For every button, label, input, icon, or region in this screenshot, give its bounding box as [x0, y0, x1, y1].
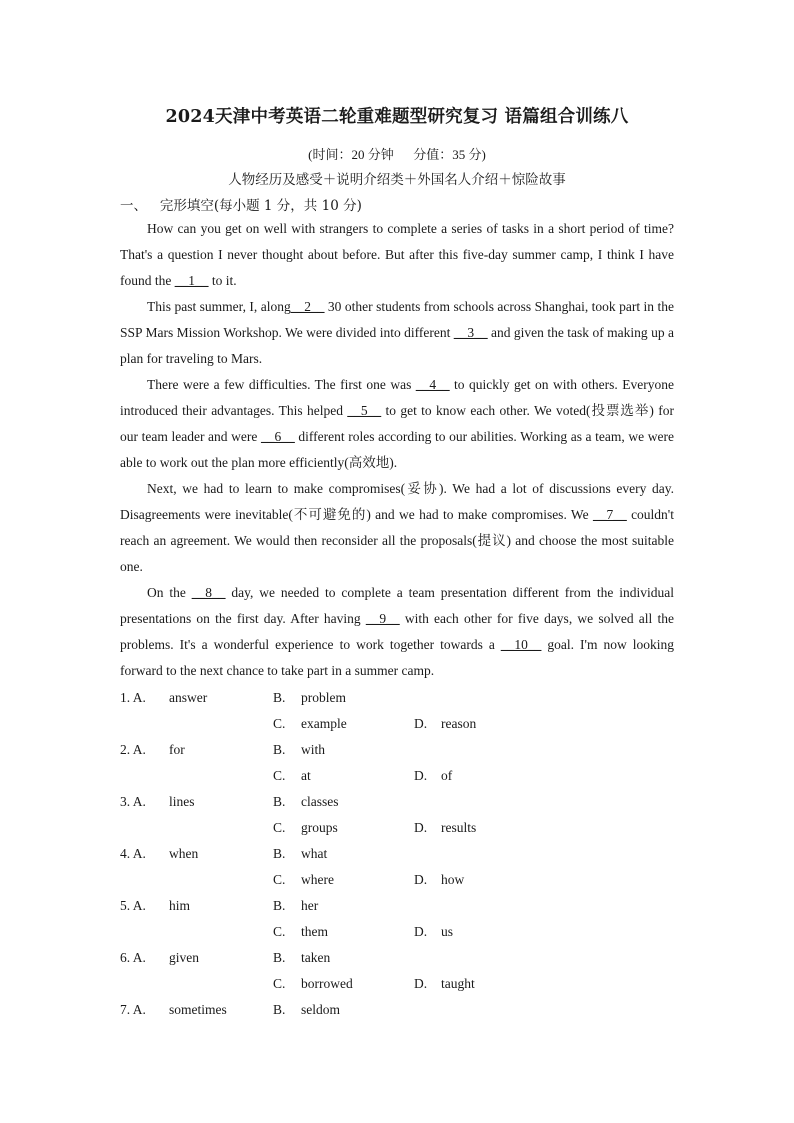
paragraph-2	[120, 294, 674, 372]
question-4-option-a: when	[169, 846, 199, 861]
passage-text: with each other for five days, we solved all the problems. It's a wonderful experience to work together towards a	[120, 611, 674, 652]
option-d-label: D.	[414, 976, 428, 991]
question-4-option-d: how	[441, 872, 465, 887]
option-b-label: B.	[273, 950, 286, 965]
question-6-option-a: given	[169, 950, 199, 965]
question-3-number: 3. A.	[120, 794, 146, 809]
question-2-row-2	[120, 763, 680, 789]
question-3-option-d: results	[441, 820, 477, 835]
section-heading: 一、 完形填空(每小题 1 分，共 10 分)	[120, 198, 362, 214]
answer-options	[120, 685, 680, 1023]
question-1-option-b: problem	[301, 690, 346, 705]
passage-text: 30 other students from schools across Shanghai, took part in the SSP Mars Mission Workshop. We were divided into different	[120, 299, 674, 340]
question-1-option-d: reason	[441, 716, 477, 731]
passage-text: Next, we had to learn to make compromises(妥协). We had a lot of discussions every day. Disagreements were inevitable(不可避免的) and we had to make compromises. We	[120, 481, 674, 522]
blank-5: __5__	[347, 403, 382, 418]
blank-10: __10__	[500, 637, 542, 652]
question-1-row-1	[120, 685, 680, 711]
question-5-option-c: them	[301, 924, 328, 939]
option-b-label: B.	[273, 898, 286, 913]
question-3-row-1	[120, 789, 680, 815]
question-5-row-2	[120, 919, 680, 945]
question-6-option-b: taken	[301, 950, 331, 965]
question-3-option-b: classes	[301, 794, 339, 809]
question-3-option-a: lines	[169, 794, 195, 809]
passage-text: different roles according to our abilities. Working as a team, we were able to work out the plan more efficiently(高效地).	[120, 429, 674, 470]
option-b-label: B.	[273, 1002, 286, 1017]
passage-text: to quickly get on with others. Everyone introduced their advantages. This helped	[120, 377, 674, 418]
question-3-row-2	[120, 815, 680, 841]
document-title: 2024天津中考英语二轮重难题型研究复习 语篇组合训练八	[165, 107, 629, 127]
blank-4: __4__	[415, 377, 450, 392]
question-5-number: 5. A.	[120, 898, 146, 913]
option-b-label: B.	[273, 846, 286, 861]
passage-text: goal. I'm now looking forward to the next chance to take part in a summer camp.	[120, 637, 674, 678]
question-6-number: 6. A.	[120, 950, 146, 965]
passage-text: On the	[147, 585, 192, 600]
question-4-option-b: what	[301, 846, 328, 861]
passage-text: couldn't reach an agreement. We would then reconsider all the proposals(提议) and choose the most suitable one.	[120, 507, 674, 574]
question-5-option-b: her	[301, 898, 319, 913]
question-1-row-2	[120, 711, 680, 737]
question-4-row-1	[120, 841, 680, 867]
blank-1: __1__	[174, 273, 209, 288]
topic-list: 人物经历及感受＋说明介绍类＋外国名人介绍＋惊险故事	[228, 172, 566, 188]
option-c-label: C.	[273, 768, 286, 783]
passage-text: to it.	[208, 273, 237, 288]
question-4-row-2	[120, 867, 680, 893]
option-d-label: D.	[414, 716, 428, 731]
passage-text: There were a few difficulties. The first one was	[147, 377, 416, 392]
passage-text: day, we needed to complete a team presentation different from the individual presentations on the first day. After having	[120, 585, 674, 626]
blank-2: __2__	[290, 299, 325, 314]
question-6-row-2	[120, 971, 680, 997]
passage-text: This past summer, I, along	[147, 299, 291, 314]
question-7-number: 7. A.	[120, 1002, 146, 1017]
blank-6: __6__	[261, 429, 295, 444]
option-b-label: B.	[273, 794, 286, 809]
question-4-option-c: where	[301, 872, 334, 887]
question-6-option-d: taught	[441, 976, 475, 991]
question-2-row-1	[120, 737, 680, 763]
question-5-row-1	[120, 893, 680, 919]
question-2-option-a: for	[169, 742, 185, 757]
option-c-label: C.	[273, 820, 286, 835]
paragraph-5	[120, 580, 674, 684]
blank-7: __7__	[592, 507, 627, 522]
question-1-option-a: answer	[169, 690, 208, 705]
question-3-option-c: groups	[301, 820, 338, 835]
paragraph-3	[120, 372, 674, 476]
question-6-option-c: borrowed	[301, 976, 353, 991]
question-1-option-c: example	[301, 716, 347, 731]
option-d-label: D.	[414, 924, 428, 939]
paragraph-4	[120, 476, 674, 580]
blank-8: __8__	[191, 585, 226, 600]
option-d-label: D.	[414, 872, 428, 887]
option-b-label: B.	[273, 690, 286, 705]
cloze-passage	[120, 216, 674, 684]
option-d-label: D.	[414, 820, 428, 835]
question-7-option-b: seldom	[301, 1002, 340, 1017]
passage-text: to get to know each other. We voted(投票选举) for our team leader and were	[120, 403, 674, 444]
question-1-number: 1. A.	[120, 690, 146, 705]
option-c-label: C.	[273, 924, 286, 939]
question-2-number: 2. A.	[120, 742, 146, 757]
question-4-number: 4. A.	[120, 846, 146, 861]
question-2-option-c: at	[301, 768, 311, 783]
question-2-option-d: of	[441, 768, 453, 783]
option-c-label: C.	[273, 872, 286, 887]
passage-text: and given the task of making up a plan for traveling to Mars.	[120, 325, 674, 366]
option-c-label: C.	[273, 716, 286, 731]
option-b-label: B.	[273, 742, 286, 757]
question-5-option-a: him	[169, 898, 191, 913]
question-2-option-b: with	[301, 742, 326, 757]
paragraph-1	[120, 216, 674, 294]
blank-9: __9__	[365, 611, 400, 626]
question-7-option-a: sometimes	[169, 1002, 227, 1017]
blank-3: __3__	[453, 325, 488, 340]
option-d-label: D.	[414, 768, 428, 783]
passage-text: How can you get on well with strangers to complete a series of tasks in a short period of time? That's a question I never thought about before. But after this five-day summer camp, I think I have found the	[120, 221, 674, 288]
option-c-label: C.	[273, 976, 286, 991]
time-score-info: (时间：20 分钟 分值：35 分)	[308, 147, 486, 162]
question-7-row-1	[120, 997, 680, 1023]
question-6-row-1	[120, 945, 680, 971]
question-5-option-d: us	[441, 924, 454, 939]
